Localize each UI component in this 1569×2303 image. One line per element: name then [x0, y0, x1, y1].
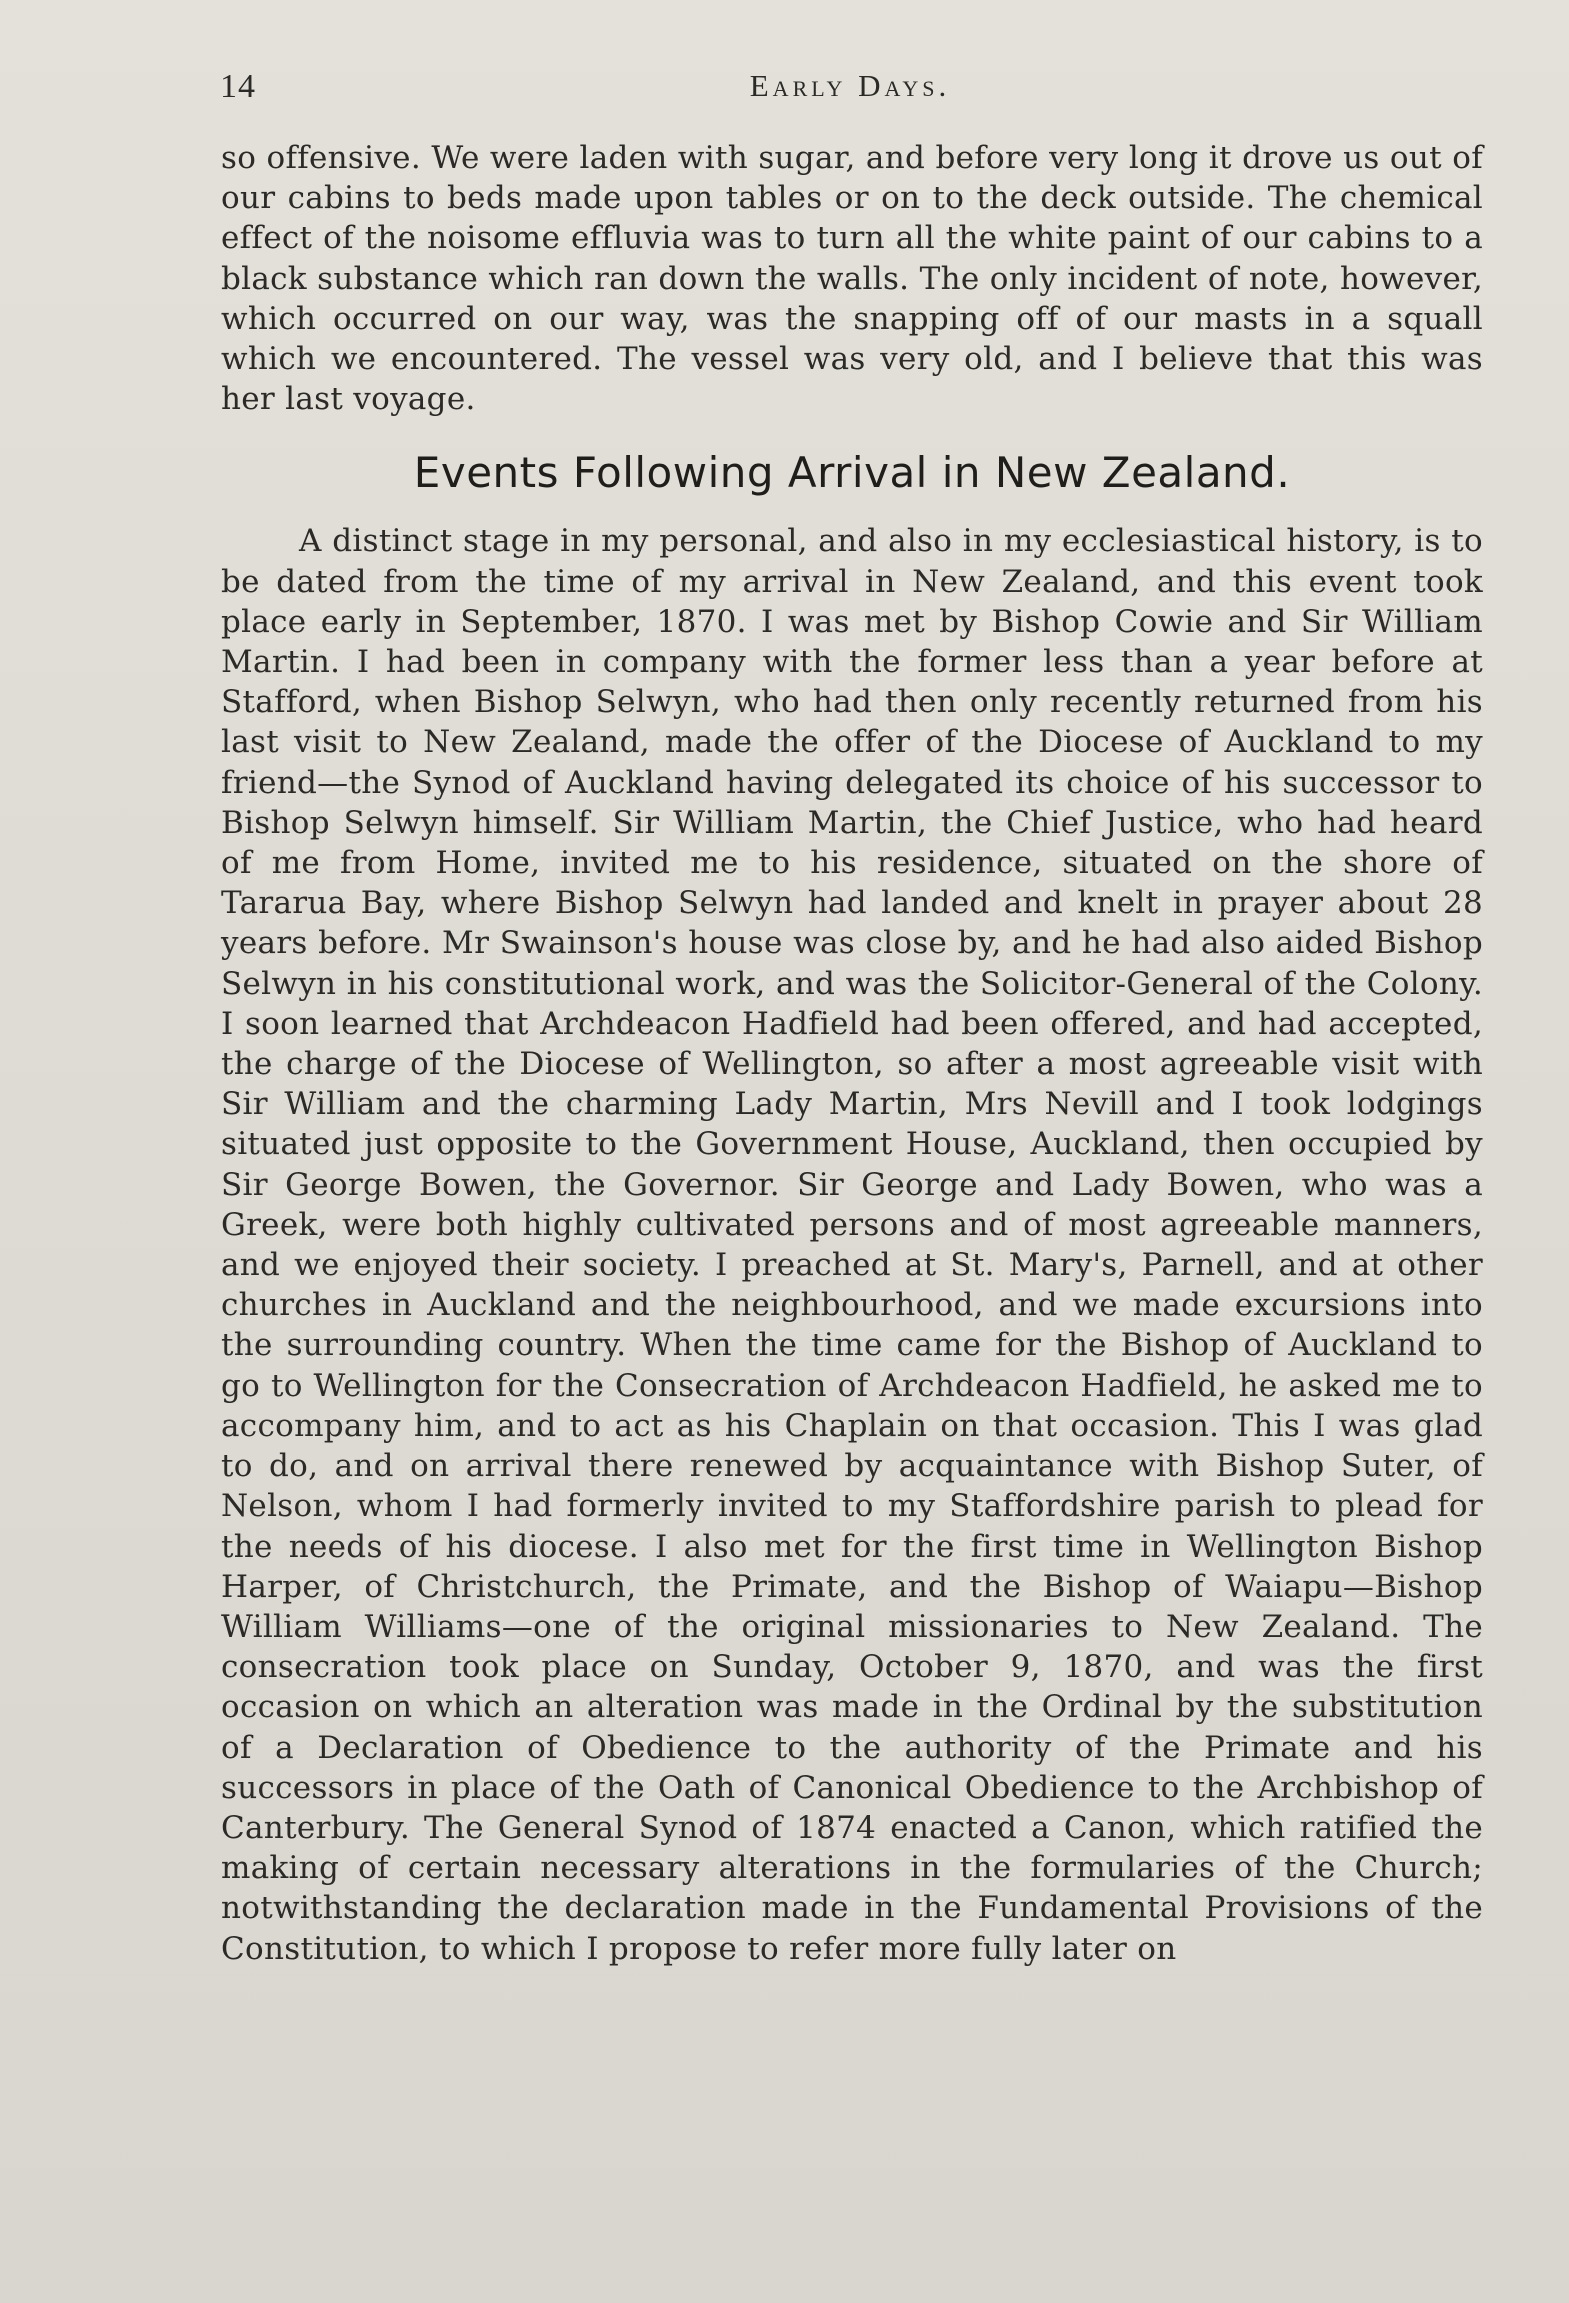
main-paragraph: A distinct stage in my personal, and also in my ecclesiastical history, is to be dated from the time of my arrival in New Zealand, and this event took place early in September, 1870. I was met by Bishop Cowie and Sir William Martin. I had been in company with the former less than a year before at Stafford, when Bishop Selwyn, who had then only recently returned from his last visit to New Zealand, made the offer of the Diocese of Auckland to my friend—the Synod of Auckland having delegated its choice of his successor to Bishop Selwyn himself. Sir William Martin, the Chief Justice, who had heard of me from Home, invited me to his residence, situated on the shore of Tararua Bay, where Bishop Selwyn had landed and knelt in prayer about 28 years before. Mr Swainson's house was close by, and he had also aided Bishop Selwyn in his constitutional work, and was the Solicitor-General of the Colony. I soon learned that Archdeacon Hadfield had been offered, and had accepted, the charge of the Diocese of Wellington, so after a most agreeable visit with Sir William and the charming Lady Martin, Mrs Nevill and I took lodgings situated just opposite to the Government House, Auckland, then occupied by Sir George Bowen, the Governor. Sir George and Lady Bowen, who was a Greek, were both highly cultivated persons and of most agreeable manners, and we enjoyed their society. I preached at St. Mary's, Parnell, and at other churches in Auckland and the neighbourhood, and we made excursions into the surrounding country. When the time came for the Bishop of Auckland to go to Wellington for the Consecration of Archdeacon Hadfield, he asked me to accompany him, and to act as his Chaplain on that occasion. This I was glad to do, and on arrival there renewed by acquaintance with Bishop Suter, of Nelson, whom I had formerly invited to my Staffordshire parish to plead for the needs of his diocese. I also met for the first time in Wellington Bishop Harper, of Christchurch, the Primate, and the Bishop of Waiapu—Bishop William Williams—one of the original missionaries to New Zealand. The consecration took place on Sunday, October 9, 1870, and was the first occasion on which an alteration was made in the Ordinal by the substitution of a Declaration of Obedience to the authority of the Primate and his successors in place of the Oath of Canonical Obedience to the Archbishop of Canterbury. The General Synod of 1874 enacted a Canon, which ratified the making of certain necessary alterations in the formularies of the Church; notwithstanding the declaration made in the Fundamental Provisions of the Constitution, to which I propose to refer more fully later on: [221, 523, 1483, 1967]
running-head: [220, 62, 1480, 112]
body-text: [221, 138, 1483, 1969]
continued-paragraph: so offensive. We were laden with sugar, and before very long it drove us out of our cabins to beds made upon tables or on to the deck outside. The chemical effect of the noisome effluvia was to turn all the white paint of our cabins to a black substance which ran down the walls. The only incident of note, however, which occurred on our way, was the snapping off of our masts in a squall which we encountered. The vessel was very old, and I believe that this was her last voyage.: [221, 140, 1483, 418]
running-title: Early Days.: [749, 68, 951, 103]
section-heading: Events Following Arrival in New Zealand.: [413, 448, 1291, 498]
page-number: 14: [220, 68, 256, 105]
